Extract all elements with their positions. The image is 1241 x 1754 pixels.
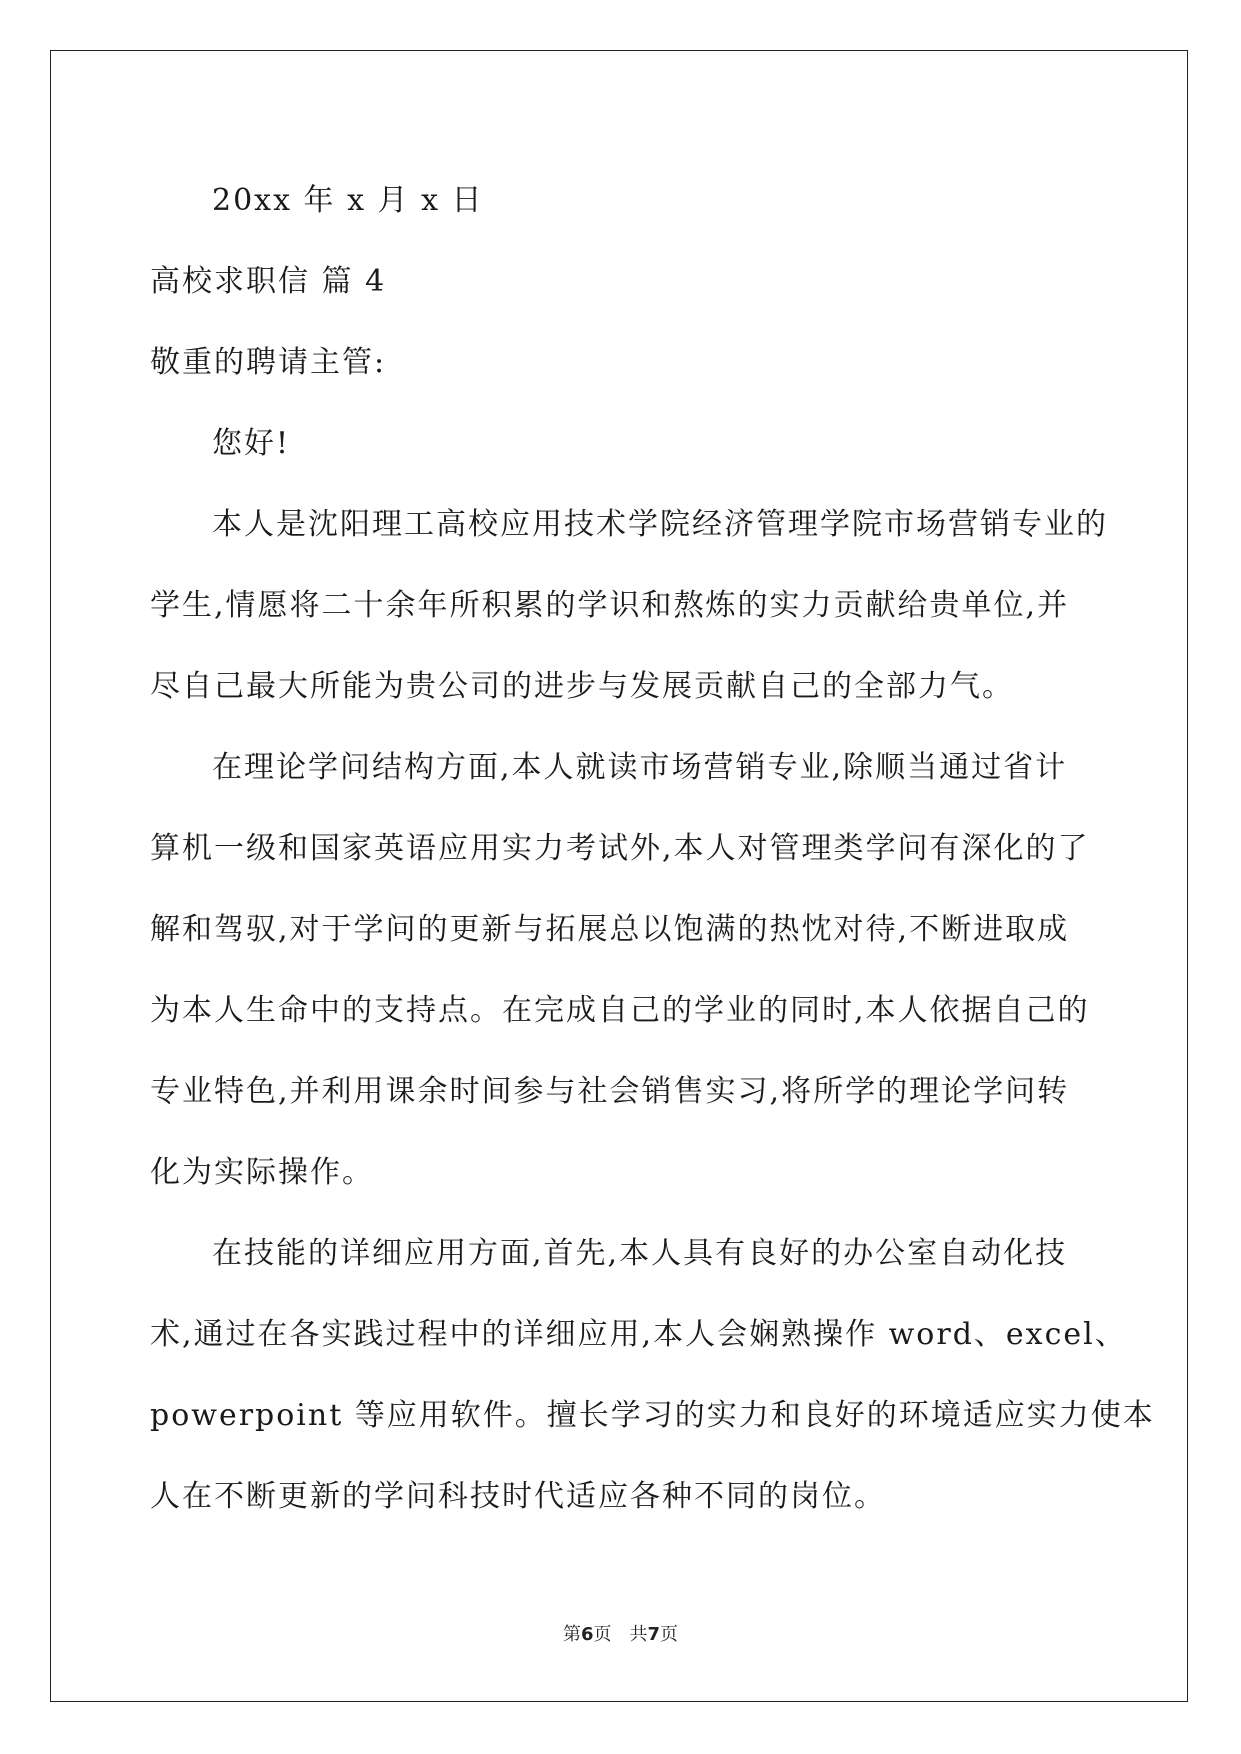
total-suffix: 页 [660, 1624, 679, 1645]
salutation: 敬重的聘请主管: [150, 345, 387, 380]
letter-date: 20xx 年 x 月 x 日 [212, 183, 484, 218]
document-body [150, 160, 1155, 1537]
page-prefix: 第 [562, 1624, 581, 1645]
paragraph-2-line-5: 专业特色,并利用课余时间参与社会销售实习,将所学的理论学问转 [150, 1074, 1070, 1109]
greeting: 您好! [212, 426, 291, 461]
paragraph-1-line-2: 学生,情愿将二十余年所积累的学识和熬炼的实力贡献给贵单位,并 [150, 588, 1070, 623]
paragraph-1-line-1: 本人是沈阳理工高校应用技术学院经济管理学院市场营销专业的 [212, 507, 1108, 542]
paragraph-3-line-1: 在技能的详细应用方面,首先,本人具有良好的办公室自动化技 [212, 1236, 1068, 1271]
paragraph-2-line-3: 解和驾驭,对于学问的更新与拓展总以饱满的热忱对待,不断进取成 [150, 912, 1070, 947]
current-page-number: 6 [580, 1624, 594, 1645]
paragraph-3-line-2: 术,通过在各实践过程中的详细应用,本人会娴熟操作 word、excel、 [150, 1317, 1127, 1352]
paragraph-2-line-4: 为本人生命中的支持点。在完成自己的学业的同时,本人依据自己的 [150, 993, 1090, 1028]
section-title: 高校求职信 篇 4 [150, 264, 387, 299]
paragraph-2-line-2: 算机一级和国家英语应用实力考试外,本人对管理类学问有深化的了 [150, 831, 1090, 866]
page-suffix: 页 [593, 1624, 612, 1645]
paragraph-2-line-1: 在理论学问结构方面,本人就读市场营销专业,除顺当通过省计 [212, 750, 1068, 785]
total-prefix: 共 [629, 1624, 648, 1645]
paragraph-1-line-3: 尽自己最大所能为贵公司的进步与发展贡献自己的全部力气。 [150, 669, 1014, 704]
total-pages-number: 7 [647, 1624, 661, 1645]
page-footer [0, 1620, 1241, 1646]
paragraph-3-line-3: powerpoint 等应用软件。擅长学习的实力和良好的环境适应实力使本 [150, 1398, 1155, 1433]
paragraph-3-line-4: 人在不断更新的学问科技时代适应各种不同的岗位。 [150, 1479, 886, 1514]
paragraph-2-line-6: 化为实际操作。 [150, 1155, 374, 1190]
